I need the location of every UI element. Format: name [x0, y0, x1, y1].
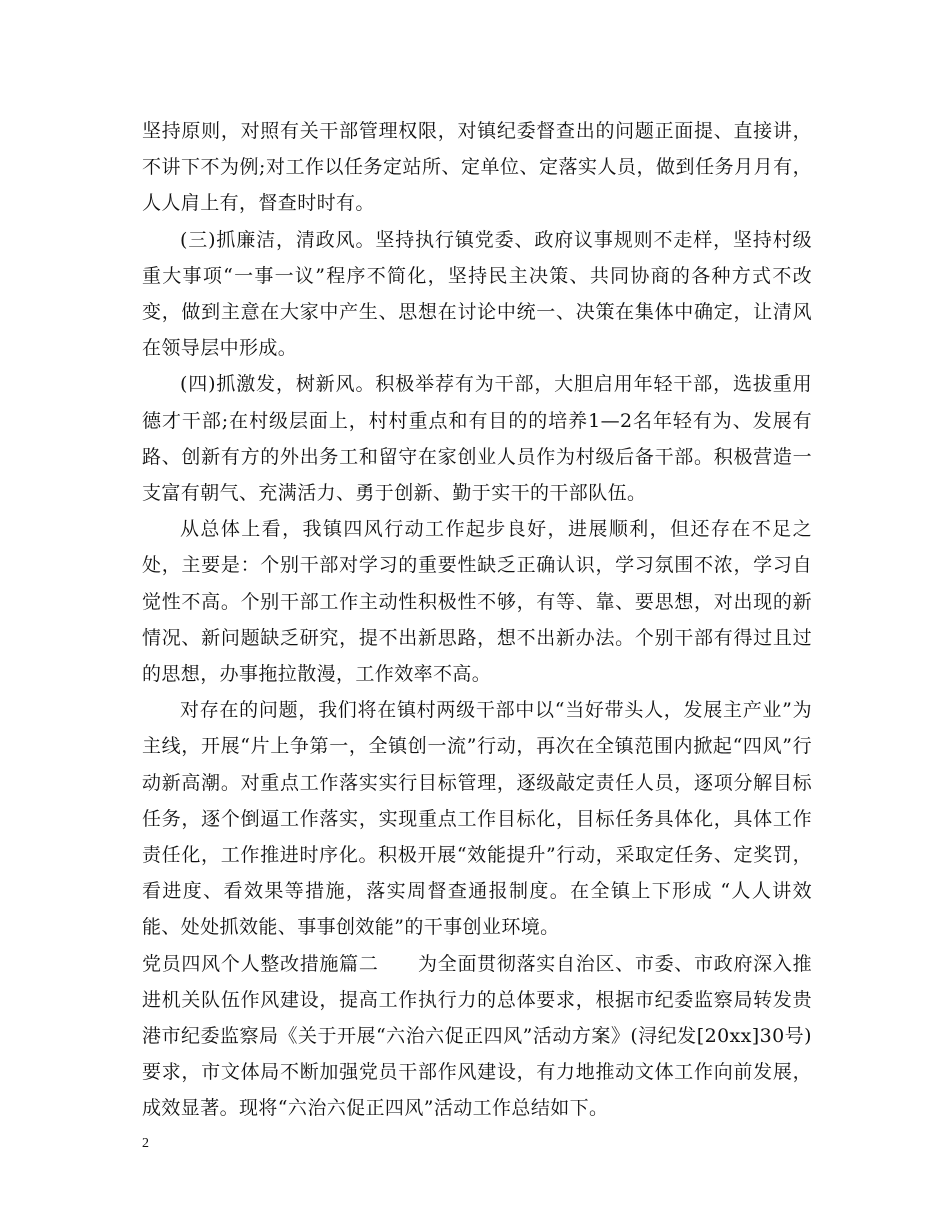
- paragraph-6: 党员四风个人整改措施篇二 为全面贯彻落实自治区、市委、市政府深入推进机关队伍作风建设，提高工作执行力的总体要求，根据市纪委监察局转发贵港市纪委监察局《关于开展“六治六促正四风”活动方案》(浔纪发[20xx]30号)要求，市文体局不断加强党员干部作风建设，有力地推动文体工作向前发展，成效显著。现将“六治六促正四风”活动工作总结如下。: [142, 952, 812, 1120]
- paragraph-2: (三)抓廉洁，清政风。坚持执行镇党委、政府议事规则不走样，坚持村级重大事项“一事一议”程序不简化，坚持民主决策、共同协商的各种方式不改变，做到主意在大家中产生、思想在讨论中统一、决策在集体中确定，让清风在领导层中形成。: [142, 228, 812, 360]
- page-number: 2: [142, 1136, 149, 1151]
- paragraph-1: 坚持原则，对照有关干部管理权限，对镇纪委督查出的问题正面提、直接讲，不讲下不为例;对工作以任务定站所、定单位、定落实人员，做到任务月月有，人人肩上有，督查时时有。: [142, 120, 812, 215]
- paragraph-5: 对存在的问题，我们将在镇村两级干部中以“当好带头人，发展主产业”为主线，开展“片上争第一，全镇创一流”行动，再次在全镇范围内掀起“四风”行动新高潮。对重点工作落实实行目标管理，逐级敲定责任人员，逐项分解目标任务，逐个倒逼工作落实，实现重点工作目标化，目标任务具体化，具体工作责任化，工作推进时序化。积极开展“效能提升”行动，采取定任务、定奖罚，看进度、看效果等措施，落实周督查通报制度。在全镇上下形成 “人人讲效能、处处抓效能、事事创效能”的干事创业环境。: [142, 699, 812, 939]
- document-body: [142, 113, 812, 1127]
- paragraph-4: 从总体上看，我镇四风行动工作起步良好，进展顺利，但还存在不足之处，主要是：个别干部对学习的重要性缺乏正确认识，学习氛围不浓，学习自觉性不高。个别干部工作主动性积极性不够，有等、靠、要思想，对出现的新情况、新问题缺乏研究，提不出新思路，想不出新办法。个别干部有得过且过的思想，办事拖拉散漫，工作效率不高。: [142, 518, 812, 686]
- paragraph-3: (四)抓激发，树新风。积极举荐有为干部，大胆启用年轻干部，选拔重用德才干部;在村级层面上，村村重点和有目的的培养1—2名年轻有为、发展有路、创新有方的外出务工和留守在家创业人员作为村级后备干部。积极营造一支富有朝气、充满活力、勇于创新、勤于实干的干部队伍。: [142, 373, 812, 505]
